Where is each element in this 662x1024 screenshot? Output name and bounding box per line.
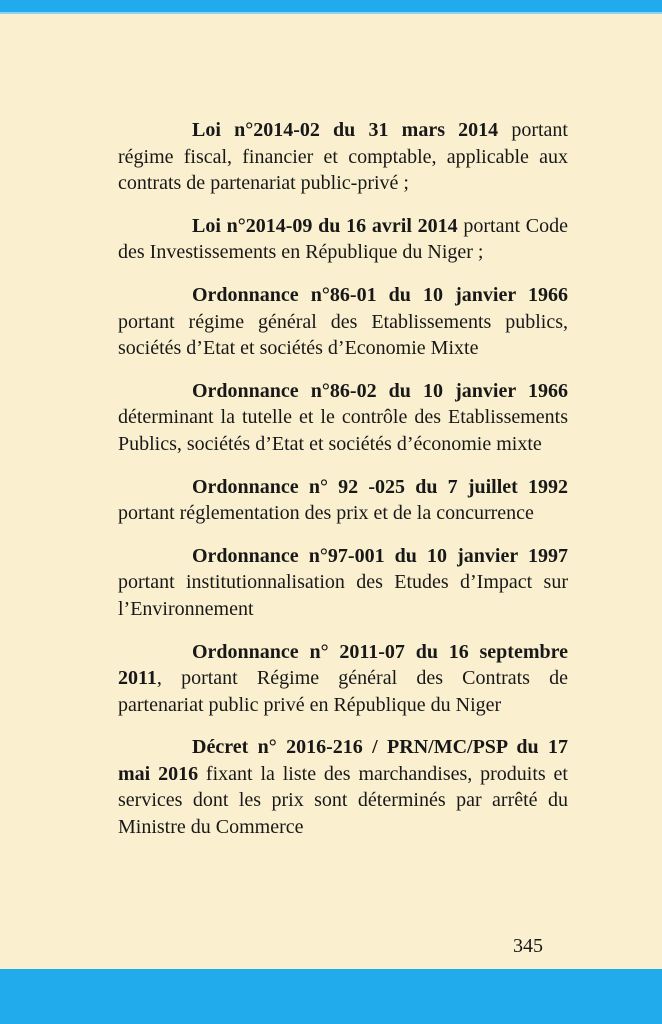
bottom-border-bar bbox=[0, 969, 662, 1024]
legal-paragraph bbox=[118, 639, 568, 719]
law-description: portant Code des Investissements en République du Niger ; bbox=[118, 214, 568, 264]
legal-text-block bbox=[118, 117, 568, 857]
law-reference: Loi n°2014-02 du 31 mars 2014 bbox=[192, 119, 499, 141]
law-reference: Ordonnance n°86-01 du 10 janvier 1966 bbox=[192, 283, 568, 306]
law-description: déterminant la tutelle et le contrôle des Etablissements Publics, sociétés d’Etat et sociétés d’économie mixte bbox=[118, 406, 568, 455]
top-border-bar bbox=[0, 0, 662, 14]
law-description: portant régime fiscal, financier et comptable, applicable aux contrats de partenariat public-privé ; bbox=[118, 119, 568, 195]
law-description: portant réglementation des prix et de la concurrence bbox=[118, 502, 534, 525]
law-reference: Ordonnance n°86-02 du 10 janvier 1966 bbox=[192, 379, 568, 402]
law-reference: Décret n° 2016-216 / PRN/MC/PSP du 17 mai 2016 bbox=[118, 736, 568, 785]
law-reference: Loi n°2014-09 du 16 avril 2014 bbox=[192, 214, 458, 237]
legal-paragraph bbox=[118, 213, 568, 266]
law-reference: Ordonnance n° 2011-07 du 16 septembre 2011 bbox=[118, 640, 568, 690]
legal-paragraph bbox=[118, 117, 568, 197]
law-description: portant régime général des Etablissements publics, sociétés d’Etat et sociétés d’Economie Mixte bbox=[118, 310, 568, 360]
law-description: , portant Régime général des Contrats de partenariat public privé en République du Niger bbox=[118, 667, 568, 716]
legal-paragraph bbox=[118, 474, 568, 527]
law-reference: Ordonnance n° 92 -025 du 7 juillet 1992 bbox=[192, 475, 568, 498]
law-reference: Ordonnance n°97-001 du 10 janvier 1997 bbox=[192, 544, 568, 567]
law-description: fixant la liste des marchandises, produits et services dont les prix sont déterminés par arrêté du Ministre du Commerce bbox=[118, 762, 568, 839]
legal-paragraph bbox=[118, 543, 568, 623]
page-number: 345 bbox=[513, 935, 543, 957]
law-description: portant institutionnalisation des Etudes d’Impact sur l’Environnement bbox=[118, 571, 568, 620]
legal-paragraph bbox=[118, 734, 568, 840]
legal-paragraph bbox=[118, 282, 568, 362]
legal-paragraph bbox=[118, 378, 568, 458]
